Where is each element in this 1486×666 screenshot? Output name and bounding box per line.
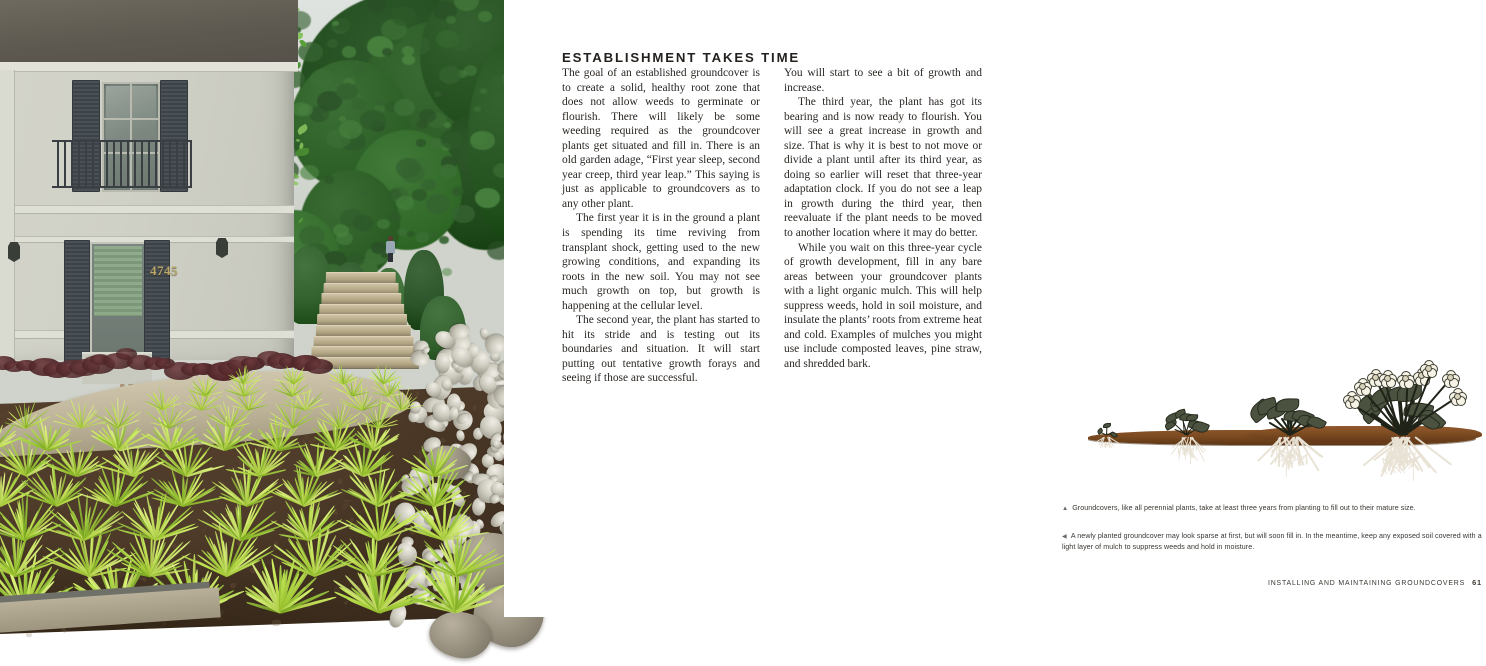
column-right: [784, 66, 982, 371]
wall-band-upper: [0, 205, 294, 214]
grass-clump: [280, 364, 306, 384]
window-mullion: [104, 118, 158, 120]
caption-up-arrow-icon: ▲: [1062, 506, 1068, 512]
foliage-blob: [416, 232, 429, 243]
foliage-blob: [389, 189, 401, 199]
column-left: [562, 66, 760, 386]
door-shutter-panel: [94, 246, 142, 316]
foliage-blob: [480, 88, 487, 94]
eave: [0, 62, 298, 72]
flower: [1397, 371, 1412, 385]
figure-caption: [1062, 503, 1482, 514]
shutter-lower-left: [64, 240, 90, 364]
quoin-left: [0, 70, 15, 360]
person-on-steps: [386, 236, 395, 262]
mulch-fleck: [26, 632, 32, 637]
paragraph: While you wait on this three-year cycle of growth development, fill in any bare areas between your groundcover plants with a light organic mulch. This will help suppress weeds, hold in soil moisture, and insulate the plants’ roots from extreme heat and cold. Examples of mulches you might use include composted leaves, pine straw, and shredded bark.: [784, 241, 982, 372]
growth-stage-4: [1402, 338, 1403, 495]
leaf: [1103, 423, 1111, 428]
lantern-right: [216, 238, 228, 258]
foliage-blob: [439, 66, 461, 84]
paragraph: The goal of an established groundcover is to create a solid, healthy root zone that does not allow weeds to germinate or flourish. There will likely be some weeding required as the groundcover plants get situated and fill in. There is an old garden adage, “First year sleep, second year creep, third year leap.” This saying is just as applicable to groundcovers as to any other plant.: [562, 66, 760, 211]
growth-stage-1: [1106, 338, 1107, 495]
grass-clump: [231, 364, 257, 384]
stone-steps: [305, 272, 415, 368]
foliage-blob: [451, 35, 472, 52]
flower-center: [1359, 383, 1366, 390]
foliage-blob: [324, 175, 335, 183]
mulch-fleck: [272, 620, 282, 626]
foliage-blob: [299, 226, 325, 247]
foliage-blob: [419, 109, 436, 122]
foliage-blob: [478, 11, 491, 22]
mulch-fleck: [338, 479, 343, 485]
caption-text: Groundcovers, like all perennial plants, take at least three years from planting to fill out to their mature size.: [1072, 504, 1416, 512]
foliage-blob: [475, 188, 500, 208]
flower: [1449, 388, 1464, 402]
flower: [1442, 370, 1457, 384]
foliage-blob: [351, 98, 366, 110]
flower: [1379, 370, 1394, 384]
photo-caption: [1062, 531, 1486, 554]
balcony-railing: [52, 140, 192, 188]
foliage-blob: [327, 39, 338, 48]
caption-text: A newly planted groundcover may look sparse at first, but will soon fill in. In the meantime, keep any exposed soil covered with a light layer of mulch to suppress weeds and hold in moisture.: [1062, 532, 1482, 551]
grass-clump: [146, 384, 180, 410]
caption-left-arrow-icon: ◀: [1062, 534, 1067, 540]
foliage-blob: [389, 212, 401, 221]
mulch-fleck: [163, 622, 166, 625]
growth-stage-3: [1288, 338, 1289, 495]
front-door: [90, 242, 146, 364]
foliage-blob: [391, 6, 416, 26]
foliage-blob: [336, 232, 352, 245]
flower-center: [1425, 365, 1432, 372]
foliage-blob: [396, 158, 421, 178]
grass-clump: [409, 438, 459, 476]
foliage-blob: [442, 268, 452, 276]
foliage-blob: [298, 104, 313, 116]
paragraph: The first year it is in the ground a plant is spending its time reviving from transplant shock, getting used to the new growing conditions, and expanding its roots in the new soil. You may not see much growth on top, but growth is happening at the cellular level.: [562, 211, 760, 313]
foliage-blob: [412, 189, 427, 201]
foliage-blob: [394, 99, 415, 116]
house-facade: [0, 0, 294, 360]
paragraph: The third year, the plant has got its bearing and is now ready to flourish. You will see a great increase in growth and size. That is why it is best to not move or divide a plant until after its third year, as doing so earlier will reset that three-year adaptation clock. If you do not see a leap in growth during the third year, then reevaluate if the plant needs to be moved to another location where it may do better.: [784, 95, 982, 240]
grass-clump: [6, 398, 45, 428]
text-page: [504, 0, 1000, 617]
foliage-blob: [402, 46, 414, 55]
flower-center: [1447, 374, 1454, 381]
foliage-blob: [426, 194, 450, 213]
paragraph: The second year, the plant has started to hit its stride and is testing out its boundaries and situation. It will start putting out tentative growth forays and seeing if those are successful.: [562, 313, 760, 386]
foliage-blob: [376, 98, 385, 105]
foliage-blob: [429, 231, 437, 238]
foliage-blob: [452, 205, 475, 223]
root-hair: [1196, 445, 1197, 450]
foliage-blob: [342, 46, 357, 58]
page-number: 61: [1472, 578, 1482, 587]
grass-clump: [371, 364, 397, 384]
foliage-blob: [446, 16, 456, 24]
heuchera-plant: [305, 359, 333, 374]
person-legs: [388, 253, 393, 262]
running-head-text: INSTALLING AND MAINTAINING GROUNDCOVERS: [1268, 580, 1465, 587]
grass-clump: [62, 398, 101, 428]
flower-center: [1454, 393, 1461, 400]
growth-stage-2: [1186, 338, 1187, 495]
foliage-blob: [352, 65, 366, 76]
photo-page: [0, 0, 504, 617]
roof: [0, 0, 298, 66]
foliage-blob: [396, 196, 413, 210]
foliage-blob: [439, 236, 449, 244]
flower: [1420, 360, 1435, 374]
growth-stages-illustration: [1076, 338, 1484, 490]
house-number: 4745: [142, 258, 186, 284]
grass-clump: [191, 374, 221, 396]
foliage-blob: [339, 120, 363, 139]
flower: [1343, 391, 1358, 405]
flower-center: [1348, 396, 1355, 403]
grass-clump: [331, 364, 357, 384]
page-title: ESTABLISHMENT TAKES TIME: [562, 50, 982, 65]
garden-photograph: [0, 0, 504, 617]
lantern-left: [8, 242, 20, 262]
grass-clump: [99, 398, 138, 428]
foliage-blob: [310, 69, 333, 88]
paragraph: You will start to see a bit of growth and increase.: [784, 66, 982, 95]
flower-center: [1372, 374, 1379, 381]
running-footer: [1064, 578, 1482, 592]
